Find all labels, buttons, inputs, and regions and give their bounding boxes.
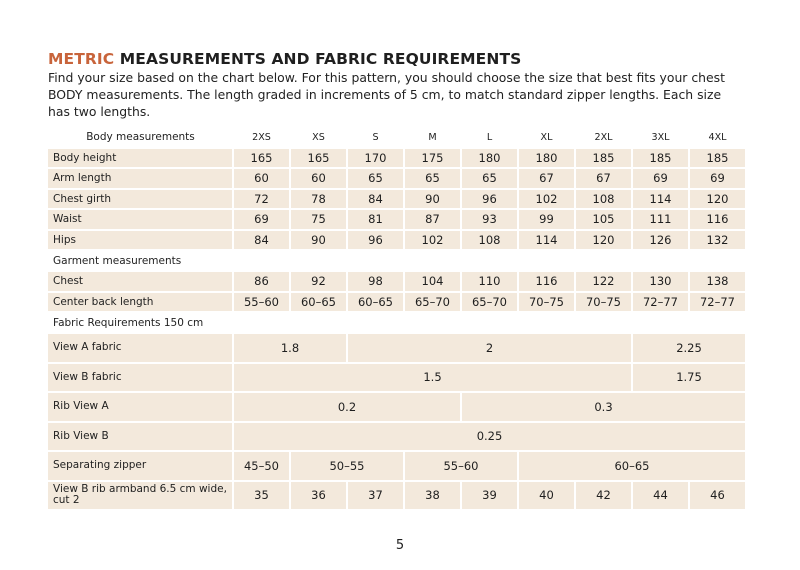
measurement-cell: 175 xyxy=(405,149,460,168)
measurement-cell: 99 xyxy=(519,210,574,229)
size-header-cell: M xyxy=(428,131,437,143)
fabric-requirement-row xyxy=(48,334,745,362)
measurement-cell: 170 xyxy=(348,149,403,168)
row-label: Separating zipper xyxy=(48,452,232,480)
row-label: Body height xyxy=(48,149,232,168)
fabric-cell: 1.8 xyxy=(234,334,346,362)
row-label: Rib View B xyxy=(48,423,232,451)
measurement-cell: 96 xyxy=(348,231,403,250)
measurement-cell: 138 xyxy=(690,272,745,291)
measurement-cell: 60–65 xyxy=(291,293,346,312)
fabric-cell: 44 xyxy=(633,482,688,510)
fabric-cell: 0.3 xyxy=(462,393,745,421)
measurement-cell: 78 xyxy=(291,190,346,209)
measurement-cell: 92 xyxy=(291,272,346,291)
measurement-cell: 116 xyxy=(519,272,574,291)
measurement-cell: 67 xyxy=(519,169,574,188)
measurement-cell: 90 xyxy=(291,231,346,250)
fabric-cell: 60–65 xyxy=(519,452,745,480)
measurement-cell: 65 xyxy=(405,169,460,188)
measurement-cell: 93 xyxy=(462,210,517,229)
measurement-cell: 110 xyxy=(462,272,517,291)
measurement-cell: 185 xyxy=(690,149,745,168)
measurement-cell: 165 xyxy=(234,149,289,168)
fabric-cell: 45–50 xyxy=(234,452,289,480)
body-measurements-header: Body measurements xyxy=(86,131,195,144)
measurement-cell: 70–75 xyxy=(519,293,574,312)
fabric-cell: 40 xyxy=(519,482,574,510)
measurement-cell: 72–77 xyxy=(633,293,688,312)
size-header-cell: 2XS xyxy=(252,131,271,143)
fabric-cell: 42 xyxy=(576,482,631,510)
size-chart-body xyxy=(48,128,745,509)
measurement-cell: 180 xyxy=(519,149,574,168)
row-label: View A fabric xyxy=(48,334,232,362)
measurement-cell: 114 xyxy=(633,190,688,209)
fabric-requirement-row xyxy=(48,364,745,392)
size-header-row xyxy=(48,128,745,147)
row-label: Chest girth xyxy=(48,190,232,209)
fabric-cell: 39 xyxy=(462,482,517,510)
measurement-cell: 90 xyxy=(405,190,460,209)
measurement-cell: 69 xyxy=(633,169,688,188)
measurement-cell: 84 xyxy=(348,190,403,209)
measurement-cell: 102 xyxy=(519,190,574,209)
fabric-cell: 46 xyxy=(690,482,745,510)
measurement-cell: 60 xyxy=(234,169,289,188)
fabric-requirement-row xyxy=(48,423,745,451)
body-measurement-row xyxy=(48,149,745,168)
measurement-cell: 55–60 xyxy=(234,293,289,312)
fabric-cell: 2.25 xyxy=(633,334,745,362)
measurement-cell: 65 xyxy=(348,169,403,188)
measurement-cell: 98 xyxy=(348,272,403,291)
row-label: Waist xyxy=(48,210,232,229)
size-header-cell: S xyxy=(372,131,379,143)
measurement-cell: 120 xyxy=(576,231,631,250)
fabric-requirement-row xyxy=(48,393,745,421)
intro-paragraph: Find your size based on the chart below. For this pattern, you should choose the size that best fits your chest BODY measurements. The length graded in increments of 5 cm, to match standard zipper lengths. Each size has two lengths. xyxy=(48,70,725,119)
body-measurement-row xyxy=(48,169,745,188)
measurement-cell: 72–77 xyxy=(690,293,745,312)
fabric-requirement-row xyxy=(48,452,745,480)
fabric-cell: 36 xyxy=(291,482,346,510)
measurement-cell: 65–70 xyxy=(462,293,517,312)
garment-measurements-header: Garment measurements xyxy=(53,254,182,267)
measurement-cell: 132 xyxy=(690,231,745,250)
row-label: Center back length xyxy=(48,293,232,312)
fabric-cell: 37 xyxy=(348,482,403,510)
measurement-cell: 70–75 xyxy=(576,293,631,312)
measurement-cell: 75 xyxy=(291,210,346,229)
size-header-cell: 4XL xyxy=(708,131,727,143)
page-content xyxy=(48,50,745,511)
title-accent: METRIC xyxy=(48,50,115,68)
row-label: Rib View A xyxy=(48,393,232,421)
measurement-cell: 96 xyxy=(462,190,517,209)
page-title xyxy=(48,50,745,68)
measurement-cell: 67 xyxy=(576,169,631,188)
measurement-cell: 72 xyxy=(234,190,289,209)
fabric-cell: 1.75 xyxy=(633,364,745,392)
size-chart-table xyxy=(46,126,747,511)
fabric-requirements-header: Fabric Requirements 150 cm xyxy=(53,316,204,329)
measurement-cell: 114 xyxy=(519,231,574,250)
garment-section-row xyxy=(48,251,745,270)
size-header-cell: 2XL xyxy=(594,131,613,143)
measurement-cell: 86 xyxy=(234,272,289,291)
measurement-cell: 108 xyxy=(576,190,631,209)
measurement-cell: 105 xyxy=(576,210,631,229)
row-label: Chest xyxy=(48,272,232,291)
row-label: Hips xyxy=(48,231,232,250)
measurement-cell: 84 xyxy=(234,231,289,250)
measurement-cell: 65–70 xyxy=(405,293,460,312)
measurement-cell: 111 xyxy=(633,210,688,229)
row-label: View B fabric xyxy=(48,364,232,392)
fabric-cell: 2 xyxy=(348,334,631,362)
page-number: 5 xyxy=(395,538,405,553)
fabric-cell: 1.5 xyxy=(234,364,631,392)
measurement-cell: 65 xyxy=(462,169,517,188)
measurement-cell: 69 xyxy=(690,169,745,188)
fabric-requirement-row xyxy=(48,482,745,510)
body-measurement-row xyxy=(48,190,745,209)
measurement-cell: 130 xyxy=(633,272,688,291)
row-label: View B rib armband 6.5 cm wide, cut 2 xyxy=(48,482,232,510)
measurement-cell: 165 xyxy=(291,149,346,168)
measurement-cell: 104 xyxy=(405,272,460,291)
title-rest: MEASUREMENTS AND FABRIC REQUIREMENTS xyxy=(114,50,522,68)
garment-measurement-row xyxy=(48,272,745,291)
fabric-cell: 55–60 xyxy=(405,452,517,480)
measurement-cell: 60 xyxy=(291,169,346,188)
fabric-cell: 0.25 xyxy=(234,423,745,451)
measurement-cell: 81 xyxy=(348,210,403,229)
fabric-section-row xyxy=(48,313,745,332)
measurement-cell: 185 xyxy=(633,149,688,168)
row-label: Arm length xyxy=(48,169,232,188)
measurement-cell: 108 xyxy=(462,231,517,250)
measurement-cell: 122 xyxy=(576,272,631,291)
measurement-cell: 120 xyxy=(690,190,745,209)
body-measurement-row xyxy=(48,231,745,250)
size-header-cell: XS xyxy=(312,131,325,143)
measurement-cell: 180 xyxy=(462,149,517,168)
fabric-cell: 0.2 xyxy=(234,393,460,421)
size-header-cell: L xyxy=(486,131,493,143)
body-measurement-row xyxy=(48,210,745,229)
fabric-cell: 35 xyxy=(234,482,289,510)
size-header-cell: XL xyxy=(540,131,553,143)
fabric-cell: 38 xyxy=(405,482,460,510)
measurement-cell: 126 xyxy=(633,231,688,250)
measurement-cell: 116 xyxy=(690,210,745,229)
garment-measurement-row xyxy=(48,293,745,312)
measurement-cell: 102 xyxy=(405,231,460,250)
size-header-cell: 3XL xyxy=(651,131,670,143)
measurement-cell: 69 xyxy=(234,210,289,229)
fabric-cell: 50–55 xyxy=(291,452,403,480)
measurement-cell: 60–65 xyxy=(348,293,403,312)
measurement-cell: 185 xyxy=(576,149,631,168)
measurement-cell: 87 xyxy=(405,210,460,229)
